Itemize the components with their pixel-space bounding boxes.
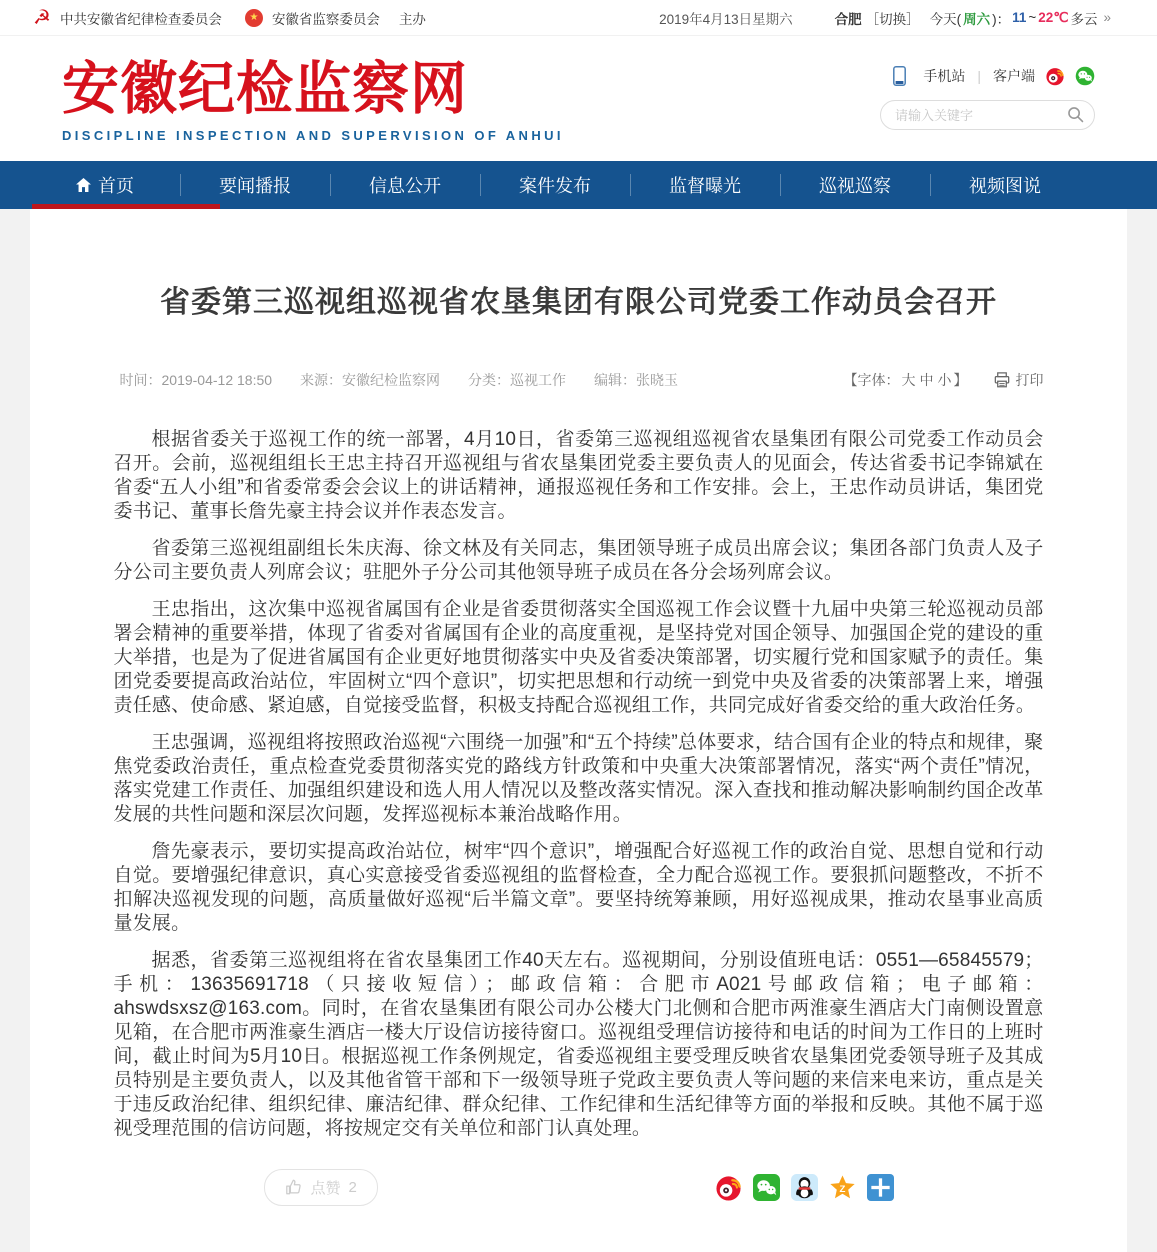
paragraph: 王忠指出，这次集中巡视省属国有企业是省委贯彻落实全国巡视工作会议暨十九届中央第三轮巡视动员部署会精神的重要举措，体现了省委对省属国有企业的高度重视，是坚持党对国企领导、加强国企党的建设的重大举措，也是为了促进省属国有企业更好地贯彻落实中央及省委决策部署，切实履行党和国家赋予的责任。集团党委要提高政治站位，牢固树立“四个意识”，切实把思想和行动统一到党中央及省委的决策部署上来，增强责任感、使命感、紧迫感，自觉接受监督，积极支持配合巡视组工作，共同完成好省委交给的重大政治任务。 [113, 598, 1044, 716]
search-box [880, 100, 1095, 130]
quick-links [893, 66, 1095, 86]
like-label: 点赞 [310, 1179, 341, 1197]
site-header [0, 36, 1157, 161]
article [114, 283, 1044, 1206]
nav-item-info-disclosure[interactable] [330, 161, 480, 209]
weather-weekday: 周六 [963, 11, 991, 27]
temp-high: 22℃ [1038, 9, 1069, 25]
share-wechat-icon[interactable] [753, 1174, 780, 1201]
home-icon [76, 178, 91, 192]
weibo-icon[interactable] [1045, 66, 1065, 86]
site-logo[interactable] [62, 58, 564, 143]
share-weibo-icon[interactable] [715, 1174, 742, 1201]
nav-item-video[interactable] [930, 161, 1080, 209]
font-size-large[interactable]: 大 [901, 371, 916, 388]
city-switch-link[interactable]: ［切换］ [865, 11, 920, 27]
nav-item-label: 巡视巡察 [819, 175, 891, 196]
page-header [0, 0, 1157, 161]
meta-source: 来源：安徽纪检监察网 [300, 371, 441, 388]
meta-time: 时间：2019-04-12 18:50 [119, 371, 273, 388]
like-button[interactable] [264, 1169, 378, 1206]
mobile-phone-icon [893, 66, 913, 86]
meta-category: 分类：巡视工作 [468, 371, 567, 388]
share-buttons [715, 1174, 894, 1201]
party-emblem-icon: ☭ [33, 6, 51, 29]
print-button[interactable] [994, 370, 1044, 390]
wechat-icon[interactable] [1075, 66, 1095, 86]
paragraph: 詹先豪表示，要切实提高政治站位，树牢“四个意识”，增强配合好巡视工作的政治自觉、思想自觉和行动自觉。要增强纪律意识，真心实意接受省委巡视组的监督检查，全力配合巡视工作。要狠抓问题整改，不折不扣解决巡视发现的问题，高质量做好巡视“后半篇文章”。要坚持统筹兼顾，用好巡视成果，推动农垦事业高质量发展。 [113, 840, 1044, 934]
topbar-right [659, 8, 1111, 28]
weather-prefix: 今天( [929, 11, 962, 27]
star-glyph: ★ [249, 11, 259, 23]
city-label: 合肥 [834, 11, 862, 27]
org-link-supervision-committee[interactable]: 安徽省监察委员会 [271, 11, 380, 27]
nav-item-supervision-exposure[interactable] [630, 161, 780, 209]
nav-item-label: 首页 [98, 175, 134, 196]
nav-item-label: 要闻播报 [219, 175, 291, 196]
meta-right [844, 370, 1044, 390]
nav-item-label: 监督曝光 [669, 175, 741, 196]
font-size-prefix: 【字体： [843, 371, 900, 388]
article-body [114, 428, 1044, 1141]
font-size-small[interactable]: 小 [937, 371, 952, 388]
nav-item-label: 视频图说 [969, 175, 1041, 196]
like-count: 2 [348, 1178, 357, 1196]
article-meta [114, 370, 1044, 390]
weather-widget [835, 8, 1111, 28]
paragraph: 根据省委关于巡视工作的统一部署，4月10日，省委第三巡视组巡视省农垦集团有限公司党委工作动员会召开。会前，巡视组组长王忠主持召开巡视组与省农垦集团党委主要负责人的见面会，传达省委书记李锦斌在省委“五人小组”和省委常委会会议上的讲话精神，通报巡视任务和工作安排。会上，王忠作动员讲话，集团党委书记、董事长詹先豪主持会议并作表态发言。 [113, 428, 1044, 522]
meta-left [120, 370, 679, 390]
divider: | [977, 68, 981, 84]
site-name: 安徽纪检监察网 [62, 57, 468, 121]
topbar-left [33, 8, 426, 28]
print-label: 打印 [1015, 371, 1044, 388]
date-label: 2019年4月13日星期六 [659, 11, 793, 27]
search-input[interactable] [880, 100, 1095, 130]
nav-item-inspection[interactable] [780, 161, 930, 209]
paragraph: 省委第三巡视组副组长朱庆海、徐文林及有关同志，集团领导班子成员出席会议；集团各部门负责人及子分公司主要负责人列席会议；驻肥外子分公司其他领导班子成员在各分会场列席会议。 [113, 537, 1044, 583]
org-link-discipline-committee[interactable]: 中共安徽省纪律检查委员会 [59, 11, 222, 27]
weather-mid: )： [992, 11, 1011, 27]
share-qq-icon[interactable] [791, 1174, 818, 1201]
share-more-icon[interactable] [867, 1174, 894, 1201]
font-size-suffix: 】 [953, 371, 968, 388]
share-qzone-icon[interactable] [829, 1174, 856, 1201]
paragraph: 王忠强调，巡视组将按照政治巡视“六围绕一加强”和“五个持续”总体要求，结合国有企业的特点和规律，聚焦党委政治责任，重点检查党委贯彻落实党的路线方针政策和中央重大决策部署情况，落实“两个责任”情况，落实党建工作责任、加强组织建设和选人用人情况以及整改落实情况。深入查找和推动解决影响制约国企改革发展的共性问题和深层次问题，发挥巡视标本兼治战略作用。 [113, 731, 1044, 825]
header-right [880, 58, 1095, 130]
temp-tilde: ~ [1028, 10, 1037, 25]
weather-desc: 多云 [1070, 11, 1098, 27]
thumbs-up-icon [285, 1178, 303, 1196]
nav-item-case-release[interactable] [480, 161, 630, 209]
nav-inner [30, 161, 1127, 209]
national-emblem-icon [245, 9, 263, 27]
weather-more-arrow[interactable]: » [1103, 10, 1111, 25]
nav-item-home[interactable] [30, 161, 180, 209]
topbar [0, 0, 1157, 36]
article-footer [264, 1169, 894, 1206]
printer-icon [994, 372, 1010, 388]
main-nav [0, 161, 1157, 209]
mobile-site-link[interactable]: 手机站 [923, 68, 966, 84]
font-size-medium[interactable]: 中 [919, 371, 934, 388]
svg-text:Z: Z [839, 1183, 845, 1195]
host-label: 主办 [398, 11, 426, 27]
meta-editor: 编辑：张晓玉 [594, 371, 679, 388]
article-title: 省委第三巡视组巡视省农垦集团有限公司党委工作动员会召开 [160, 285, 997, 319]
paragraph: 据悉，省委第三巡视组将在省农垦集团工作40天左右。巡视期间，分别设值班电话：0551—65845579；手机：13635691718（只接收短信）；邮政信箱：合肥市A021号邮政信箱；电子邮箱：ahswdsxsz@163.com。同时，在省农垦集团有限公司办公楼大门北侧和合肥市两淮豪生酒店大门南侧设置意见箱，在合肥市两淮豪生酒店一楼大厅设信访接待窗口。巡视组受理信访接待和电话的时间为工作日的上班时间，截止时间为5月10日。根据巡视工作条例规定，省委巡视组主要受理反映省农垦集团党委领导班子及其成员特别是主要负责人，以及其他省管干部和下一级领导班子党政主要负责人等问题的来信来电来访，重点是关于违反政治纪律、组织纪律、廉洁纪律、群众纪律、工作纪律和生活纪律等方面的举报和反映。其他不属于巡视受理范围的信访问题，将按规定交有关单位和部门认真处理。 [113, 949, 1044, 1139]
nav-item-label: 案件发布 [519, 175, 591, 196]
nav-item-news[interactable] [180, 161, 330, 209]
temp-low: 11 [1012, 10, 1027, 25]
search-icon[interactable] [1067, 106, 1084, 123]
nav-item-label: 信息公开 [369, 175, 441, 196]
client-app-link[interactable]: 客户端 [993, 68, 1035, 84]
site-subtitle: DISCIPLINE INSPECTION AND SUPERVISION OF ANHUI [62, 127, 564, 143]
font-size-control [844, 370, 968, 390]
content-area [30, 209, 1127, 1252]
